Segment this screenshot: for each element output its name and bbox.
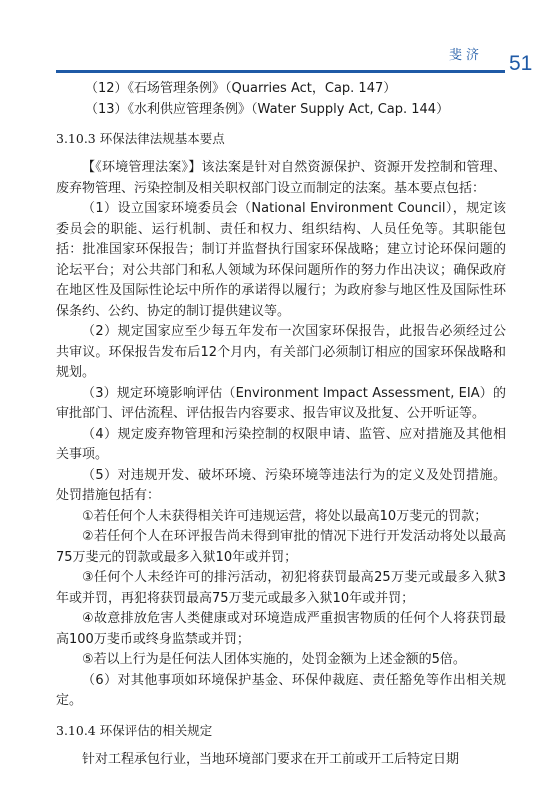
- paragraph: 【《环境管理法案》】该法案是针对自然资源保护、资源开发控制和管理、废弃物管理、污染控制及相关职权部门设立而制定的法案。基本要点包括：: [56, 160, 506, 196]
- regulation-list: [56, 78, 506, 120]
- paragraph: （3）规定环境影响评估（Environment Impact Assessment, EIA）的审批部门、评估流程、评估报告内容要求、报告审议及批复、公开听证等。: [56, 385, 506, 421]
- penalty-item: ⑤若以上行为是任何法人团体实施的，处罚金额为上述金额的5倍。: [82, 652, 466, 667]
- list-item: （13）《水利供应管理条例》（Water Supply Act, Cap. 144）: [85, 102, 450, 117]
- paragraph: （5）对违规开发、破坏环境、污染环境等违法行为的定义及处罚措施。处罚措施包括有：: [56, 467, 506, 503]
- running-header-chapter: 斐济: [449, 48, 484, 63]
- page-body: [56, 78, 506, 770]
- penalty-item: ④故意排放危害人类健康或对环境造成严重损害物质的任何个人将获罚最高100万斐币或终身监禁或并罚；: [56, 611, 506, 647]
- paragraph: 针对工程承包行业，当地环境部门要求在开工前或开工后特定日期: [82, 751, 460, 767]
- section-heading: 3.10.4 环保评估的相关规定: [56, 722, 213, 738]
- penalty-item: ③任何个人未经许可的排污活动，初犯将获罚最高25万斐元或最多入狱3年或并罚，再犯将获罚最高75万斐元或最多入狱10年或并罚；: [56, 570, 506, 606]
- page-number: 51: [509, 52, 533, 75]
- penalty-item: ②若任何个人在环评报告尚未得到审批的情况下进行开发活动将处以最高75万斐元的罚款或最多入狱10年或并罚；: [56, 529, 506, 565]
- paragraph: （1）设立国家环境委员会（National Environment Council），规定该委员会的职能、运行机制、责任和权力、组织结构、人员任免等。其职能包括：批准国家环保报告；制订并监督执行国家环保战略；建立讨论环保问题的论坛平台；对公共部门和私人领域为环保问题所作的努力作出决议；确保政府在地区性及国际性论坛中所作的承诺得以履行；为政府参与地区性及国际性环保条约、公约、协定的制订提供建议等。: [56, 201, 506, 319]
- penalty-item: ①若任何个人未获得相关许可违规运营，将处以最高10万斐元的罚款；: [82, 508, 488, 524]
- section-heading: 3.10.3 环保法律法规基本要点: [56, 131, 225, 146]
- paragraph: （4）规定废弃物管理和污染控制的权限申请、监管、应对措施及其他相关事项。: [56, 426, 506, 462]
- paragraph: （6）对其他事项如环境保护基金、环保仲裁庭、责任豁免等作出相关规定。: [56, 672, 506, 708]
- list-item: （12）《石场管理条例》（Quarries Act，Cap. 147）: [85, 81, 397, 96]
- header-rule: [56, 70, 505, 73]
- paragraph: （2）规定国家应至少每五年发布一次国家环保报告，此报告必须经过公共审议。环保报告发布后12个月内，有关部门必须制订相应的国家环保战略和规划。: [56, 324, 506, 380]
